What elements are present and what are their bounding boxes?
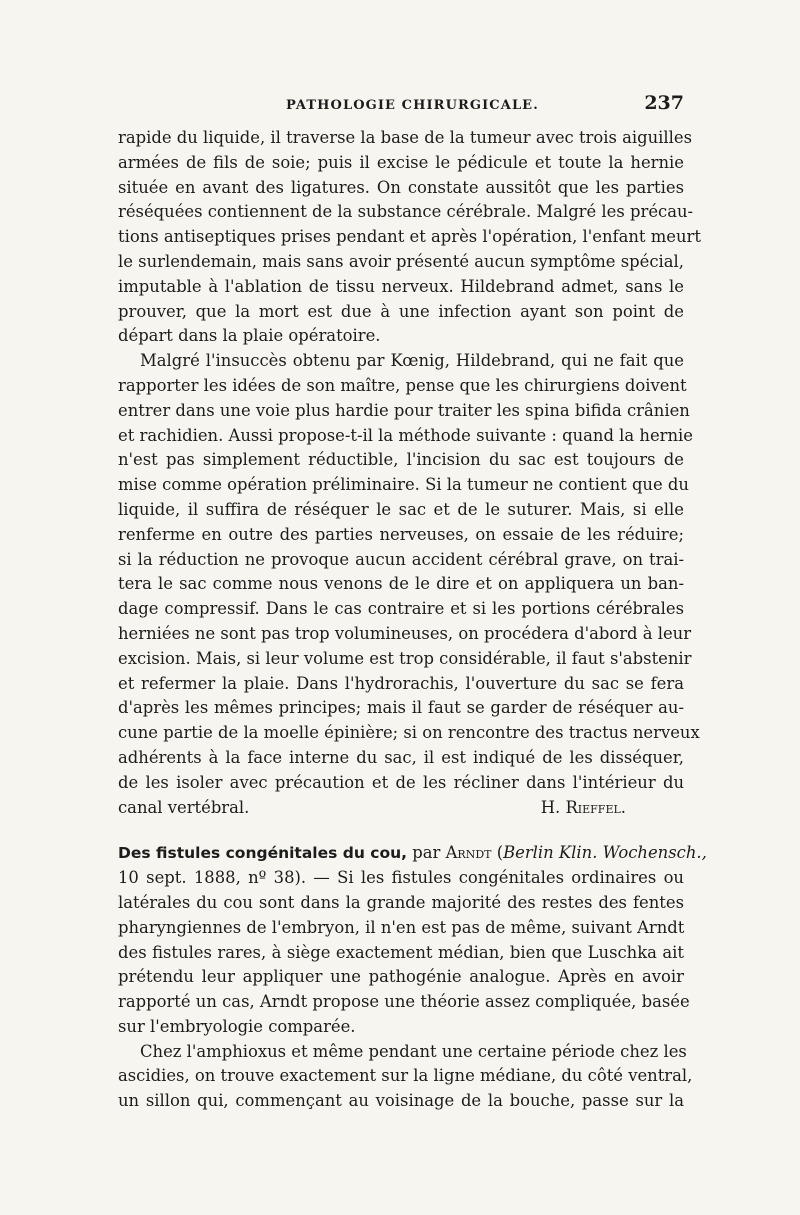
text-line bbox=[118, 841, 707, 866]
author-name: Arndt bbox=[445, 843, 492, 863]
page-header bbox=[118, 92, 684, 126]
text-line: prouver, que la mort est due à une infection ayant son point de bbox=[118, 301, 684, 321]
text-line: rapide du liquide, il traverse la base de la tumeur avec trois aiguilles bbox=[118, 128, 692, 147]
text-line: dage compressif. Dans le cas contraire et si les portions cérébrales bbox=[118, 599, 684, 619]
text-line: renferme en outre des parties nerveuses, on essaie de les réduire; bbox=[118, 524, 684, 544]
paragraph-2 bbox=[118, 349, 700, 820]
text-line: entrer dans une voie plus hardie pour traiter les spina bifida crânien bbox=[118, 400, 690, 420]
text-line: si la réduction ne provoque aucun accident cérébral grave, on trai- bbox=[118, 549, 684, 569]
text-line: départ dans la plaie opératoire. bbox=[118, 326, 381, 346]
text-line: ascidies, on trouve exactement sur la ligne médiane, du côté ventral, bbox=[118, 1066, 693, 1086]
text-line: des fistules rares, à siège exactement médian, bien que Luschka ait bbox=[118, 942, 684, 962]
paragraph-3 bbox=[118, 841, 707, 1039]
text-line: liquide, il suffira de réséquer le sac et de le suturer. Mais, si elle bbox=[118, 499, 684, 519]
text-line: d'après les mêmes principes; mais il faut se garder de réséquer au- bbox=[118, 698, 684, 718]
text-line: et refermer la plaie. Dans l'hydrorachis, l'ouverture du sac se fera bbox=[118, 673, 684, 693]
document-page bbox=[118, 92, 707, 1114]
text-line: rapporter les idées de son maître, pense que les chirurgiens doivent bbox=[118, 375, 687, 395]
text-line: tions antiseptiques prises pendant et après l'opération, l'enfant meurt bbox=[118, 227, 701, 247]
text-line: mise comme opération préliminaire. Si la tumeur ne contient que du bbox=[118, 475, 689, 495]
text-line: adhérents à la face interne du sac, il est indiqué de les disséquer, bbox=[118, 747, 684, 767]
text-line: herniées ne sont pas trop volumineuses, on procédera d'abord à leur bbox=[118, 623, 692, 643]
text-line: réséquées contiennent de la substance cérébrale. Malgré les précau- bbox=[118, 202, 694, 222]
text-line: n'est pas simplement réductible, l'incision du sac est toujours de bbox=[118, 450, 684, 470]
text-line: un sillon qui, commençant au voisinage de la bouche, passe sur la bbox=[118, 1091, 684, 1111]
journal-title: Berlin Klin. Wochensch., bbox=[503, 843, 707, 863]
text-line: latérales du cou sont dans la grande majorité des restes des fentes bbox=[118, 892, 684, 912]
section-title: Des fistules congénitales du cou, bbox=[118, 844, 408, 863]
text-line: Malgré l'insuccès obtenu par Kœnig, Hildebrand, qui ne fait que bbox=[140, 351, 684, 371]
text-line: 10 sept. 1888, nº 38). — Si les fistules congénitales ordinaires ou bbox=[118, 868, 684, 888]
paragraph-1 bbox=[118, 126, 701, 349]
text-line: et rachidien. Aussi propose-t-il la méthode suivante : quand la hernie bbox=[118, 425, 693, 445]
byline-connector: par bbox=[407, 843, 446, 863]
paragraph-4 bbox=[118, 1040, 693, 1114]
text-line: située en avant des ligatures. On constate aussitôt que les parties bbox=[118, 177, 684, 197]
text-line: pharyngiennes de l'embryon, il n'en est pas de même, suivant Arndt bbox=[118, 917, 685, 937]
running-head: PATHOLOGIE CHIRURGICALE. bbox=[286, 98, 539, 113]
text-line: rapporté un cas, Arndt propose une théorie assez compliquée, basée bbox=[118, 992, 690, 1012]
text-line: le surlendemain, mais sans avoir présenté aucun symptôme spécial, bbox=[118, 251, 684, 271]
page-number: 237 bbox=[644, 92, 684, 114]
text-line: de les isoler avec précaution et de les récliner dans l'intérieur du bbox=[118, 772, 684, 792]
text-line: imputable à l'ablation de tissu nerveux. Hildebrand admet, sans le bbox=[118, 276, 684, 296]
text-line: prétendu leur appliquer une pathogénie analogue. Après en avoir bbox=[118, 967, 684, 987]
author-signature: H. Rieffel. bbox=[540, 797, 626, 817]
text-line: armées de fils de soie; puis il excise le pédicule et toute la hernie bbox=[118, 152, 684, 172]
text-line: excision. Mais, si leur volume est trop considérable, il faut s'abstenir bbox=[118, 648, 692, 668]
text-line: cune partie de la moelle épinière; si on rencontre des tractus nerveux bbox=[118, 723, 700, 743]
text-line: Chez l'amphioxus et même pendant une certaine période chez les bbox=[140, 1041, 687, 1061]
text-line: tera le sac comme nous venons de le dire et on appliquera un ban- bbox=[118, 574, 684, 594]
paragraph-end: canal vertébral. bbox=[118, 797, 250, 817]
text-line bbox=[118, 796, 684, 821]
section-gap bbox=[118, 820, 684, 841]
paren-open: ( bbox=[491, 843, 504, 863]
text-line: sur l'embryologie comparée. bbox=[118, 1016, 356, 1036]
